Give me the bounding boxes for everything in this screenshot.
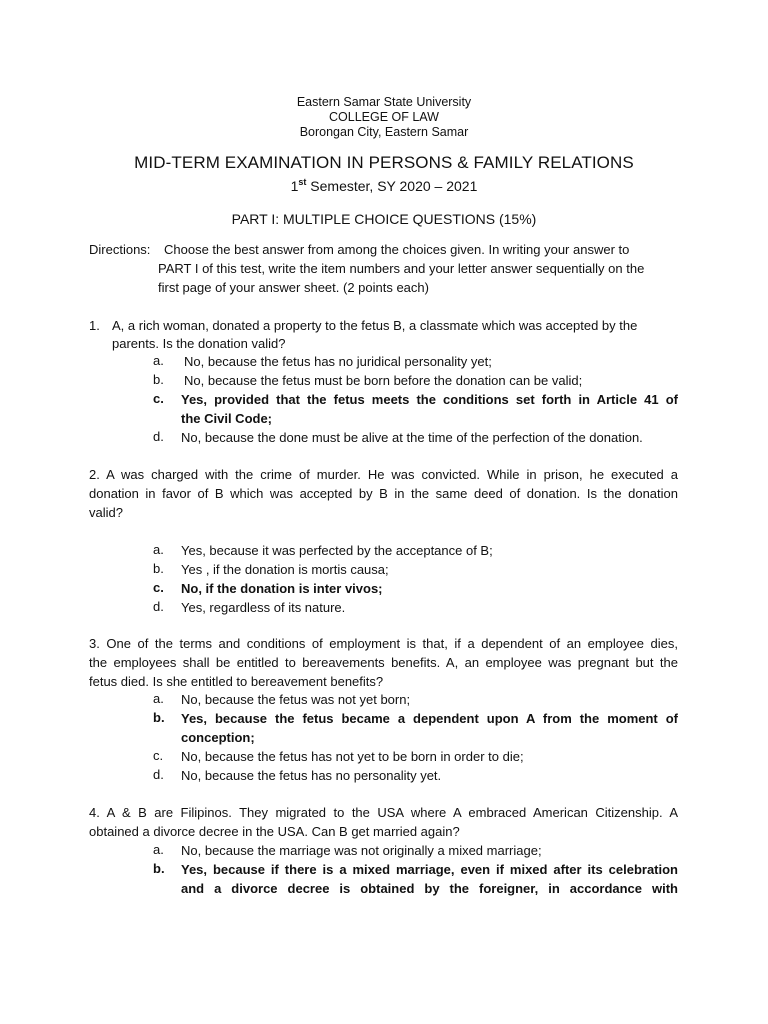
question-3-line-2: the employees shall be entitled to bereavements benefits. A, an employee was pregnant but the [89,655,678,670]
q2-choice-d-letter: d. [153,599,164,614]
college-name: COLLEGE OF LAW [329,110,439,124]
question-1-number: 1. [89,318,100,333]
q3-choice-c-letter: c. [153,748,164,763]
q1-choice-d-letter: d. [153,429,164,444]
question-1-line-2: parents. Is the donation valid? [112,336,286,351]
part-title: PART I: MULTIPLE CHOICE QUESTIONS (15%) [231,211,537,227]
q2-choice-c-letter: c. [153,580,164,595]
q1-choice-b-letter: b. [153,372,164,387]
university-name: Eastern Samar State University [296,95,472,109]
q2-choice-c: No, if the donation is inter vivos; [181,581,383,596]
q2-choice-b: Yes , if the donation is mortis causa; [181,562,389,577]
q4-choice-a: No, because the marriage was not originally a mixed marriage; [181,843,542,858]
q4-choice-a-letter: a. [153,842,164,857]
q1-choice-c-line-2: the Civil Code; [181,411,273,426]
question-2-line-2: donation in favor of B which was accepted by B in the same deed of donation. Is the donation [89,486,678,501]
q3-choice-b-line-1: Yes, because the fetus became a dependent upon A from the moment of [181,711,678,726]
exam-title: MID-TERM EXAMINATION IN PERSONS & FAMILY RELATIONS [134,153,634,172]
q3-choice-a-letter: a. [153,691,164,706]
question-1-line-1: A, a rich woman, donated a property to the fetus B, a classmate which was accepted by the [112,318,638,333]
directions-line-1: Choose the best answer from among the choices given. In writing your answer to [164,242,630,257]
q2-choice-a-letter: a. [153,542,164,557]
semester-line [0,178,768,194]
q4-choice-b-line-1: Yes, because if there is a mixed marriage, even if mixed after its celebration [181,862,678,877]
q3-choice-c: No, because the fetus has not yet to be born in order to die; [181,749,524,764]
q1-choice-a-letter: a. [153,353,164,368]
q3-choice-b-letter: b. [153,710,165,725]
directions-label: Directions: [89,242,151,257]
question-4-line-1: 4. A & B are Filipinos. They migrated to the USA where A embraced American Citizenship. A [89,805,678,820]
q1-choice-a: No, because the fetus has no juridical personality yet; [184,354,492,369]
college-location: Borongan City, Eastern Samar [299,125,469,139]
q1-choice-d: No, because the done must be alive at the time of the perfection of the donation. [181,430,643,445]
q3-choice-a: No, because the fetus was not yet born; [181,692,411,707]
directions-line-2: PART I of this test, write the item numbers and your letter answer sequentially on the [158,261,645,276]
q2-choice-d: Yes, regardless of its nature. [181,600,346,615]
q1-choice-c-letter: c. [153,391,164,406]
semester-text: Semester, SY 2020 – 2021 [306,178,478,194]
question-3-line-3: fetus died. Is she entitled to bereavement benefits? [89,674,384,689]
semester-ordinal: 1 [290,178,299,194]
q2-choice-b-letter: b. [153,561,164,576]
question-2-line-3: valid? [89,505,123,520]
q3-choice-b-line-2: conception; [181,730,255,745]
question-2-line-1: 2. A was charged with the crime of murder. He was convicted. While in prison, he executed a [89,467,678,482]
semester-ordinal-suffix: st [298,177,307,187]
q1-choice-c-line-1: Yes, provided that the fetus meets the conditions set forth in Article 41 of [181,392,678,407]
question-4-line-2: obtained a divorce decree in the USA. Can B get married again? [89,824,460,839]
q3-choice-d-letter: d. [153,767,164,782]
q4-choice-b-line-2: and a divorce decree is obtained by the foreigner, in accordance with [181,881,678,896]
directions-line-3: first page of your answer sheet. (2 points each) [158,280,429,295]
question-3-line-1: 3. One of the terms and conditions of employment is that, if a dependent of an employee dies, [89,636,678,651]
q2-choice-a: Yes, because it was perfected by the acceptance of B; [181,543,493,558]
q3-choice-d: No, because the fetus has no personality yet. [181,768,442,783]
q4-choice-b-letter: b. [153,861,165,876]
q1-choice-b: No, because the fetus must be born before the donation can be valid; [184,373,583,388]
